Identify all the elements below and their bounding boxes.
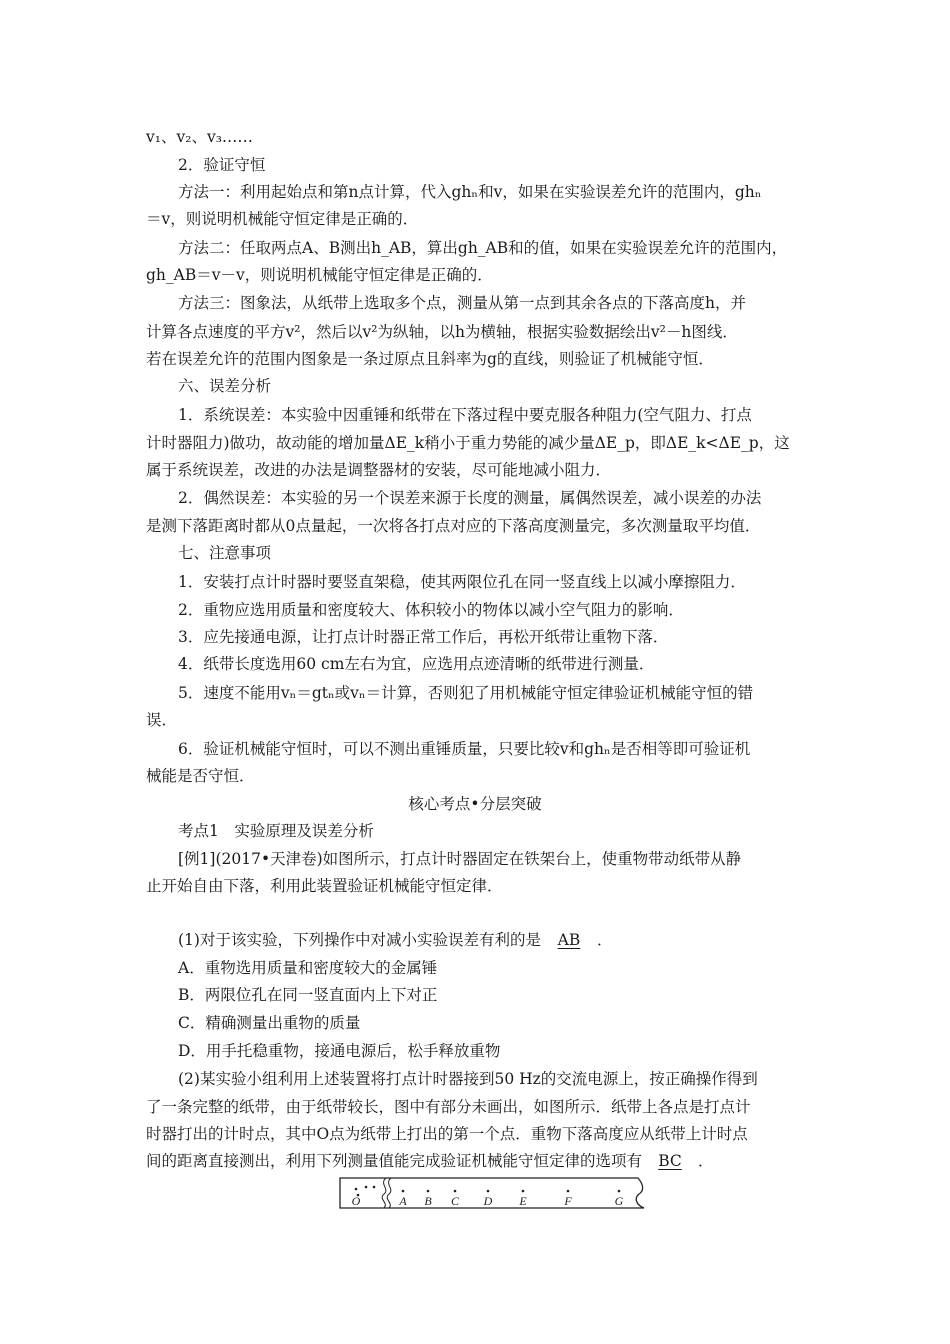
tape-label-G: G (614, 1194, 624, 1208)
tape-label-C: C (450, 1194, 460, 1208)
tape-label-O: O (351, 1194, 361, 1208)
answer-blank-q1: AB (557, 931, 581, 949)
tape-label-D: D (483, 1194, 493, 1208)
tape-dot (487, 1190, 490, 1193)
tape-dot (567, 1190, 570, 1193)
tape-dot (402, 1190, 405, 1193)
tape-label-A: A (399, 1194, 407, 1208)
tape-dot (355, 1188, 358, 1191)
tape-label-B: B (424, 1194, 432, 1208)
document-page: v₁、v₂、v₃…… 2．验证守恒 方法一：利用起始点和第n点计算，代入ghₙ和v，如果在实验误差允许的范围内，ghₙ ＝v，则说明机械能守恒定律是正确的． 方法二：任取两点A、B测出h_AB，算出gh_AB和的值，如果在实验误差允许的范围内， gh_AB＝v－v，则说明机械能守恒定律是正确的． 方法三：图象法，从纸带上选取多个点，测量从第一点到其余各点的下落高度h，并 计算各点速度的平方v²，然后以v²为纵轴，以h为横轴，根据实验数据绘出v²－h图线． 若在误差允许的范围内图象是一条过原点且斜率为g的直线，则验证了机械能守恒． 六、误差分析 1．系统误差：本实验中因重锤和纸带在下落过程中要克服各种阻力(空气阻力、打点 计时器阻力)做功，故动能的增加量ΔE_k稍小于重力势能的减少量ΔE_p，即ΔE_k<ΔE_p，这 属于系统误差，改进的办法是调整器材的安装，尽可能地减小阻力． 2．偶然误差：本实验的另一个误差来源于长度的测量，属偶然误差，减小误差的办法 是测下落距离时都从0点量起，一次将各打点对应的下落高度测量完，多次测量取平均值． 七、注意事项 1．安装打点计时器时要竖直架稳，使其两限位孔在同一竖直线上以减小摩擦阻力． 2．重物应选用质量和密度较大、体积较小的物体以减小空气阻力的影响． 3．应先接通电源，让打点计时器正常工作后，再松开纸带让重物下落． 4．纸带长度选用60 cm左右为宜，应选用点迹清晰的纸带进行测量． 5．速度不能用vₙ＝gtₙ或vₙ＝计算，否则犯了用机械能守恒定律验证机械能守恒的错 误． 6．验证机械能守恒时，可以不测出重锤质量，只要比较v和ghₙ是否相等即可验证机 械能是否守恒． 核心考点•分层突破 考点1 实验原理及误差分析 [例1](2017•天津卷)如图所示，打点计时器固定在铁架台上，使重物带动纸带从静 止开始自由下落，利用此装置验证机械能守恒定律． (1)对于该实验，下列操作中对减小实验误差有利的是 AB ． A．重物选用质量和密度较大的金属锤 B．两限位孔在同一竖直面内上下对正 C．精确测量出重物的质量 D．用手托稳重物，接通电源后，松手释放重物 (2)某实验小组利用上述装置将打点计时器接到50 Hz的交流电源上，按正确操作得到 了一条完整的纸带，由于纸带较长，图中有部分未画出，如图所示．纸带上各点是打点计 时器打出的计时点，其中O点为纸带上打出的第一个点．重物下落高度应从纸带上计时点 间的距离直接测出，利用下列测量值能完成验证机械能守恒定律的选项有 BC ． O A B C D E F G (0, 0, 950, 1344)
tape-dot (454, 1190, 457, 1193)
tape-dot (618, 1190, 621, 1193)
tape-label-F: F (564, 1194, 572, 1208)
tape-dot (373, 1186, 376, 1189)
tape-dot (427, 1190, 430, 1193)
answer-blank-q2: BC (658, 1152, 682, 1170)
tape-label-E: E (519, 1194, 527, 1208)
tape-dot (365, 1186, 368, 1189)
tape-dot (522, 1190, 525, 1193)
paper-tape-figure (338, 1175, 650, 1211)
